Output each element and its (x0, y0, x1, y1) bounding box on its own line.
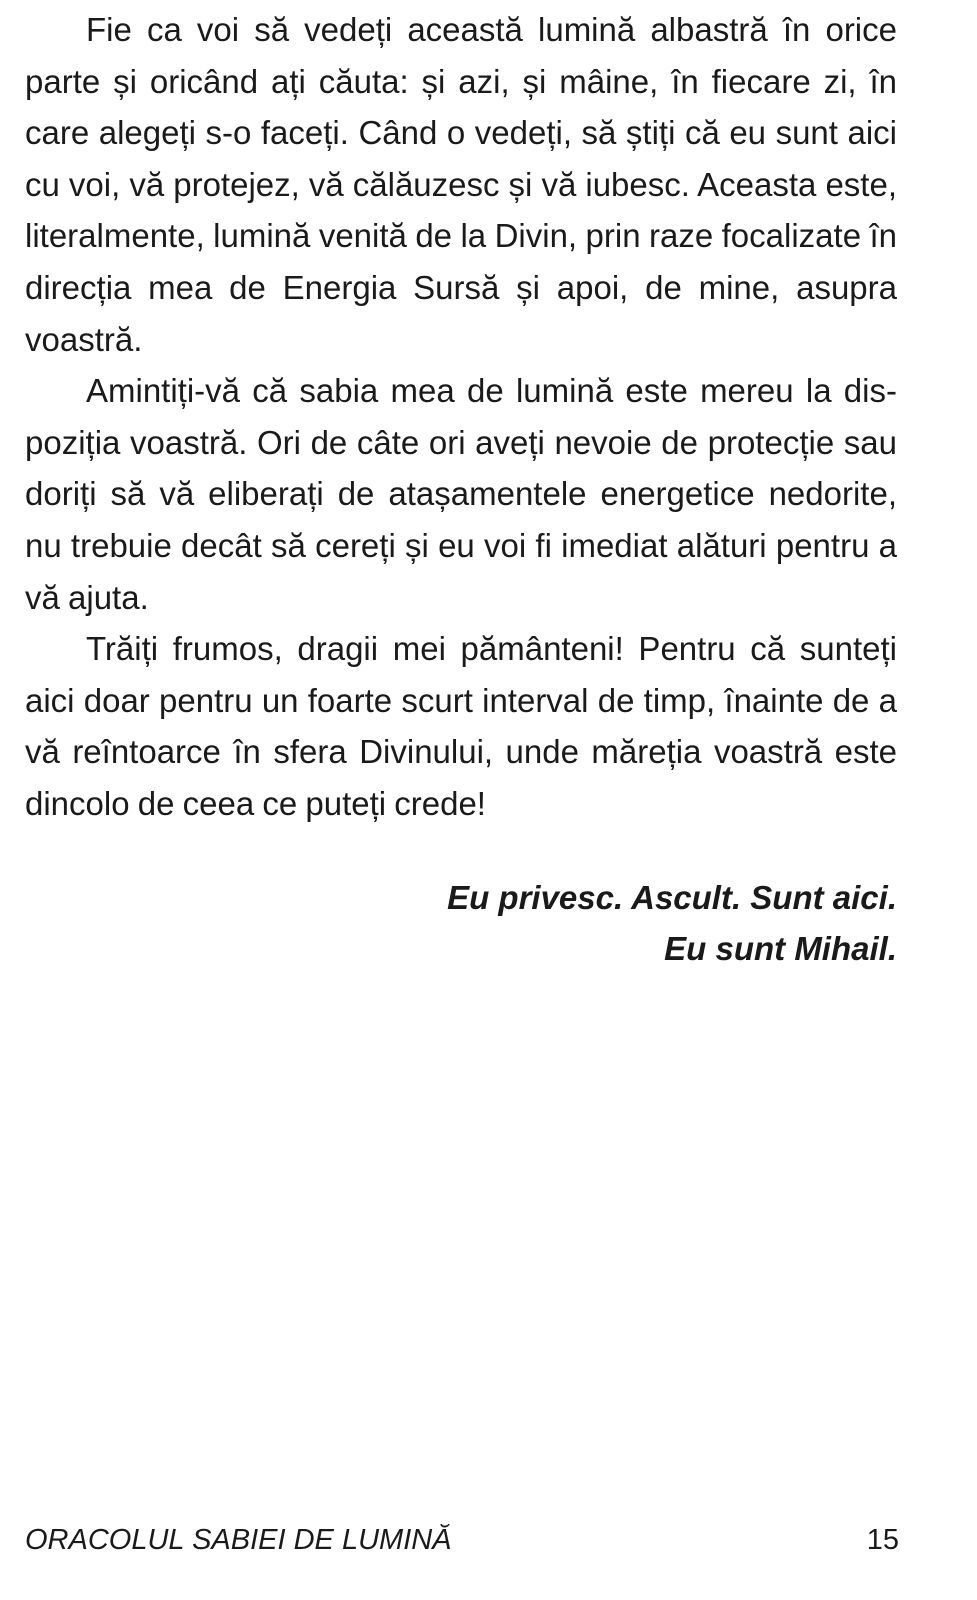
signature-line-1: Eu privesc. Ascult. Sunt aici. (447, 879, 897, 916)
paragraph-1: Fie ca voi să vedeți această lumină albastră în orice parte și oricând ați căuta: și azi, și mâine, în fiecare zi, în care alegeți s-o faceți. Când o vedeți, să știți că eu sunt aici cu voi, vă protejez, vă călăuzesc și vă iubesc. Aceasta este, literalmente, lumină venită de la Divin, prin raze focalizate în direcția mea de Energia Sursă și apoi, de mine, asupra voastră. (25, 11, 897, 358)
paragraph-2: Amintiți-vă că sabia mea de lumină este mereu la dispoziția voastră. Ori de câte ori aveți nevoie de protecție sau doriți să vă eliberați de atașamentele energetice nedorite, nu trebuie decât să cereți și eu voi fi imediat alături pentru a vă ajuta. (25, 372, 897, 616)
page-body (25, 4, 897, 830)
signature-block (447, 872, 897, 974)
page-footer (25, 1518, 899, 1562)
page-number: 15 (866, 1524, 899, 1556)
signature-line-2: Eu sunt Mihail. (664, 930, 897, 967)
footer-book-title: ORACOLUL SABIEI DE LUMINĂ (25, 1524, 452, 1556)
paragraph-3: Trăiți frumos, dragii mei pământeni! Pentru că sunteți aici doar pentru un foarte scurt interval de timp, înainte de a vă reîntoarce în sfera Divinului, unde măreția voastră este dincolo de ceea ce puteți crede! (25, 630, 897, 822)
